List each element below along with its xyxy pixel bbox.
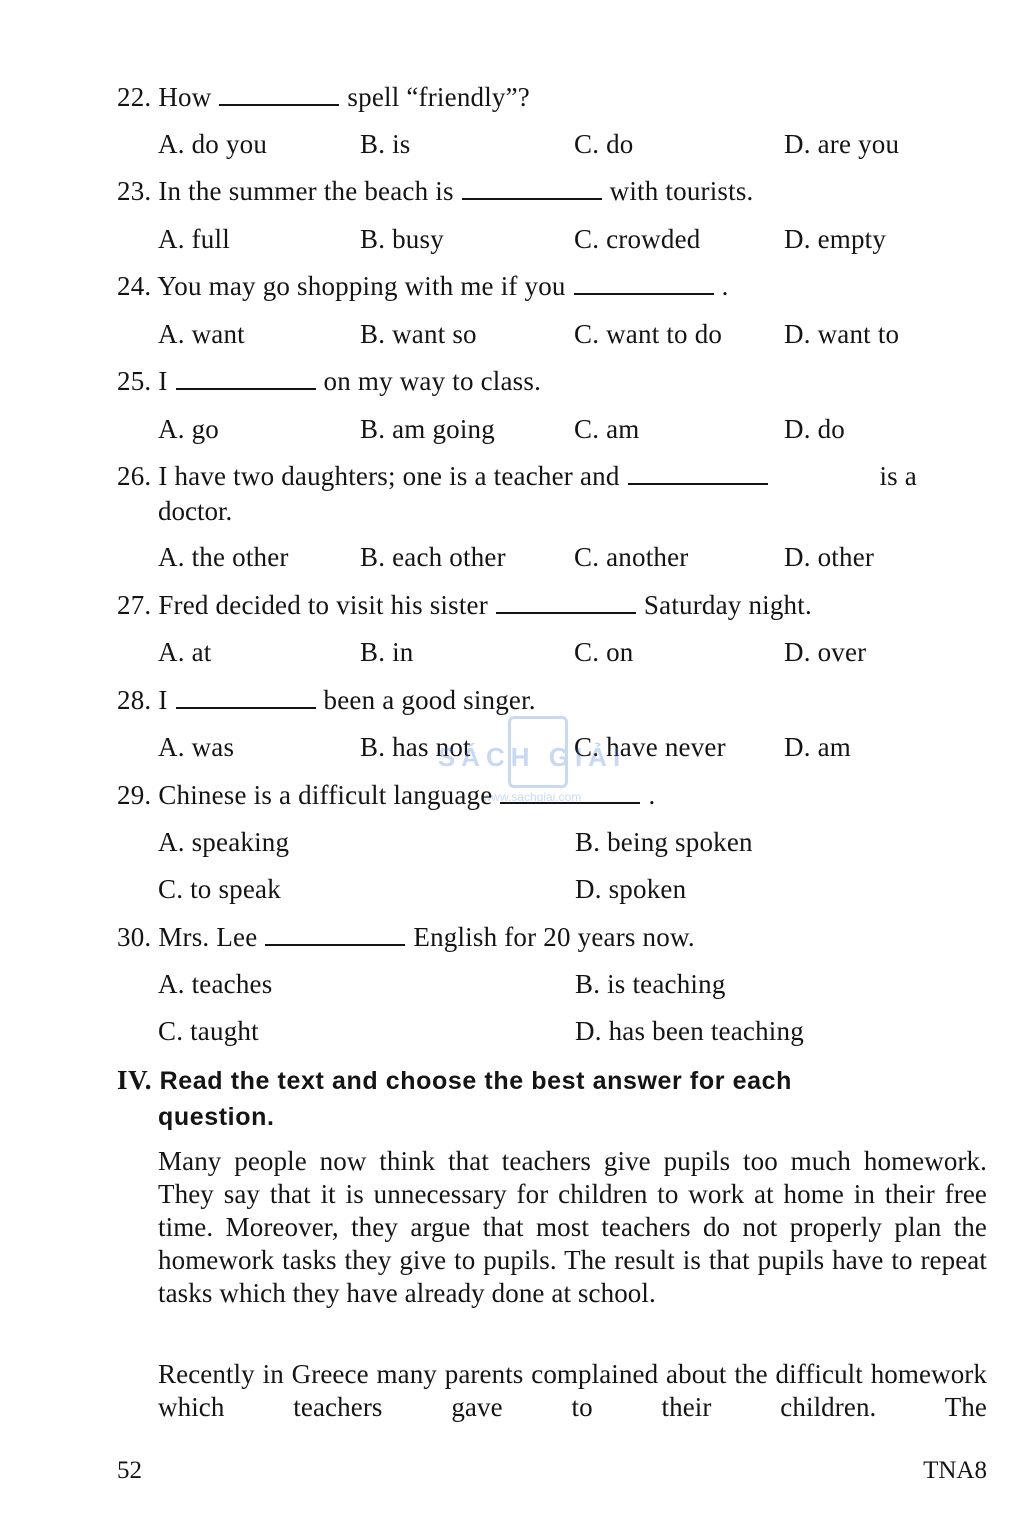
answer-blank: [496, 590, 636, 614]
watermark-url: www.sachgiai.com: [482, 790, 582, 804]
option-d: D. empty: [784, 224, 887, 254]
question-text-before: You may go shopping with me if you: [157, 271, 566, 301]
question-30: [117, 920, 695, 954]
option-d: D. has been teaching: [575, 1016, 804, 1046]
question-23: [117, 174, 753, 208]
question-text-after: with tourists.: [609, 176, 754, 206]
option-d: D. over: [784, 637, 867, 667]
question-26: [117, 459, 917, 493]
option-c: C. am: [574, 414, 640, 444]
question-text-before: How: [158, 82, 212, 112]
option-a: A. speaking: [158, 827, 290, 857]
option-a: A. at: [158, 637, 212, 667]
option-a: A. the other: [158, 542, 289, 572]
option-a: A. do you: [158, 129, 268, 159]
option-c: C. want to do: [574, 319, 723, 349]
section-instruction-line2: question.: [158, 1103, 275, 1131]
passage-paragraph-2: Recently in Greece many parents complained about the difficult homework which teachers gave to their children. The: [158, 1359, 987, 1422]
question-text-after: been a good singer.: [323, 685, 536, 715]
question-text-after: is a: [879, 461, 917, 491]
option-b: B. busy: [360, 224, 444, 254]
question-continuation: doctor.: [158, 496, 233, 526]
option-a: A. go: [158, 414, 219, 444]
option-a: A. want: [158, 319, 245, 349]
option-c: C. have never: [574, 732, 726, 762]
question-number: 22.: [117, 82, 152, 112]
question-number: 23.: [117, 176, 152, 206]
question-text-before: Mrs. Lee: [158, 922, 258, 952]
section-number: IV.: [117, 1065, 153, 1095]
option-d: D. spoken: [575, 874, 687, 904]
question-text-after: .: [721, 271, 729, 301]
option-b: B. want so: [360, 319, 477, 349]
option-c: C. crowded: [574, 224, 701, 254]
option-c: C. to speak: [158, 874, 281, 904]
question-text-before: I: [158, 685, 168, 715]
question-27: [117, 588, 812, 622]
question-text-before: I: [158, 366, 168, 396]
answer-blank: [219, 82, 339, 106]
question-text-before: In the summer the beach is: [158, 176, 454, 206]
question-text-after: on my way to class.: [323, 366, 542, 396]
question-number: 29.: [117, 780, 152, 810]
question-text-after: spell “friendly”?: [347, 82, 530, 112]
option-c: C. on: [574, 637, 634, 667]
option-d: D. do: [784, 414, 845, 444]
question-number: 24.: [117, 271, 152, 301]
option-b: B. each other: [360, 542, 506, 572]
question-text-after: English for 20 years now.: [413, 922, 695, 952]
book-code: TNA8: [923, 1457, 987, 1484]
watermark-text: SÁCH GIẢI: [437, 742, 627, 772]
option-c: C. taught: [158, 1016, 259, 1046]
question-24: [117, 269, 729, 303]
answer-blank: [176, 366, 316, 390]
question-number: 30.: [117, 922, 152, 952]
question-text-before: Chinese is a difficult language: [158, 780, 493, 810]
question-number: 27.: [117, 590, 152, 620]
question-text-before: Fred decided to visit his sister: [158, 590, 488, 620]
question-number: 25.: [117, 366, 152, 396]
option-a: A. teaches: [158, 969, 273, 999]
page-number: 52: [117, 1457, 142, 1484]
question-text-after: .: [648, 780, 656, 810]
answer-blank: [500, 780, 640, 804]
question-number: 26.: [117, 461, 152, 491]
option-d: D. other: [784, 542, 875, 572]
question-text-after: Saturday night.: [643, 590, 812, 620]
option-c: C. do: [574, 129, 634, 159]
option-a: A. full: [158, 224, 230, 254]
section-heading: [117, 1062, 987, 1135]
passage-paragraph-1: Many people now think that teachers give pupils too much homework. They say that it is unnecessary for children to work at home in their free time. Moreover, they argue that most teachers do not properly plan the homework tasks they give to pupils. The result is that pupils have to repeat tasks which they have already done at school.: [158, 1146, 987, 1308]
question-22: [117, 80, 530, 114]
answer-blank: [176, 685, 316, 709]
section-instruction-line1: Read the text and choose the best answer for each: [159, 1067, 792, 1095]
option-d: D. are you: [784, 129, 900, 159]
option-b: B. being spoken: [575, 827, 753, 857]
question-29: [117, 778, 655, 812]
option-b: B. am going: [360, 414, 495, 444]
option-b: B. is teaching: [575, 969, 726, 999]
answer-blank: [628, 461, 768, 485]
answer-blank: [462, 176, 602, 200]
answer-blank: [265, 922, 405, 946]
option-b: B. is: [360, 129, 411, 159]
option-b: B. has not: [360, 732, 471, 762]
question-text-before: I have two daughters; one is a teacher and: [158, 461, 620, 491]
option-b: B. in: [360, 637, 414, 667]
answer-blank: [574, 271, 714, 295]
question-25: [117, 364, 541, 398]
option-d: D. want to: [784, 319, 900, 349]
option-c: C. another: [574, 542, 689, 572]
option-d: D. am: [784, 732, 851, 762]
question-number: 28.: [117, 685, 152, 715]
option-a: A. was: [158, 732, 235, 762]
